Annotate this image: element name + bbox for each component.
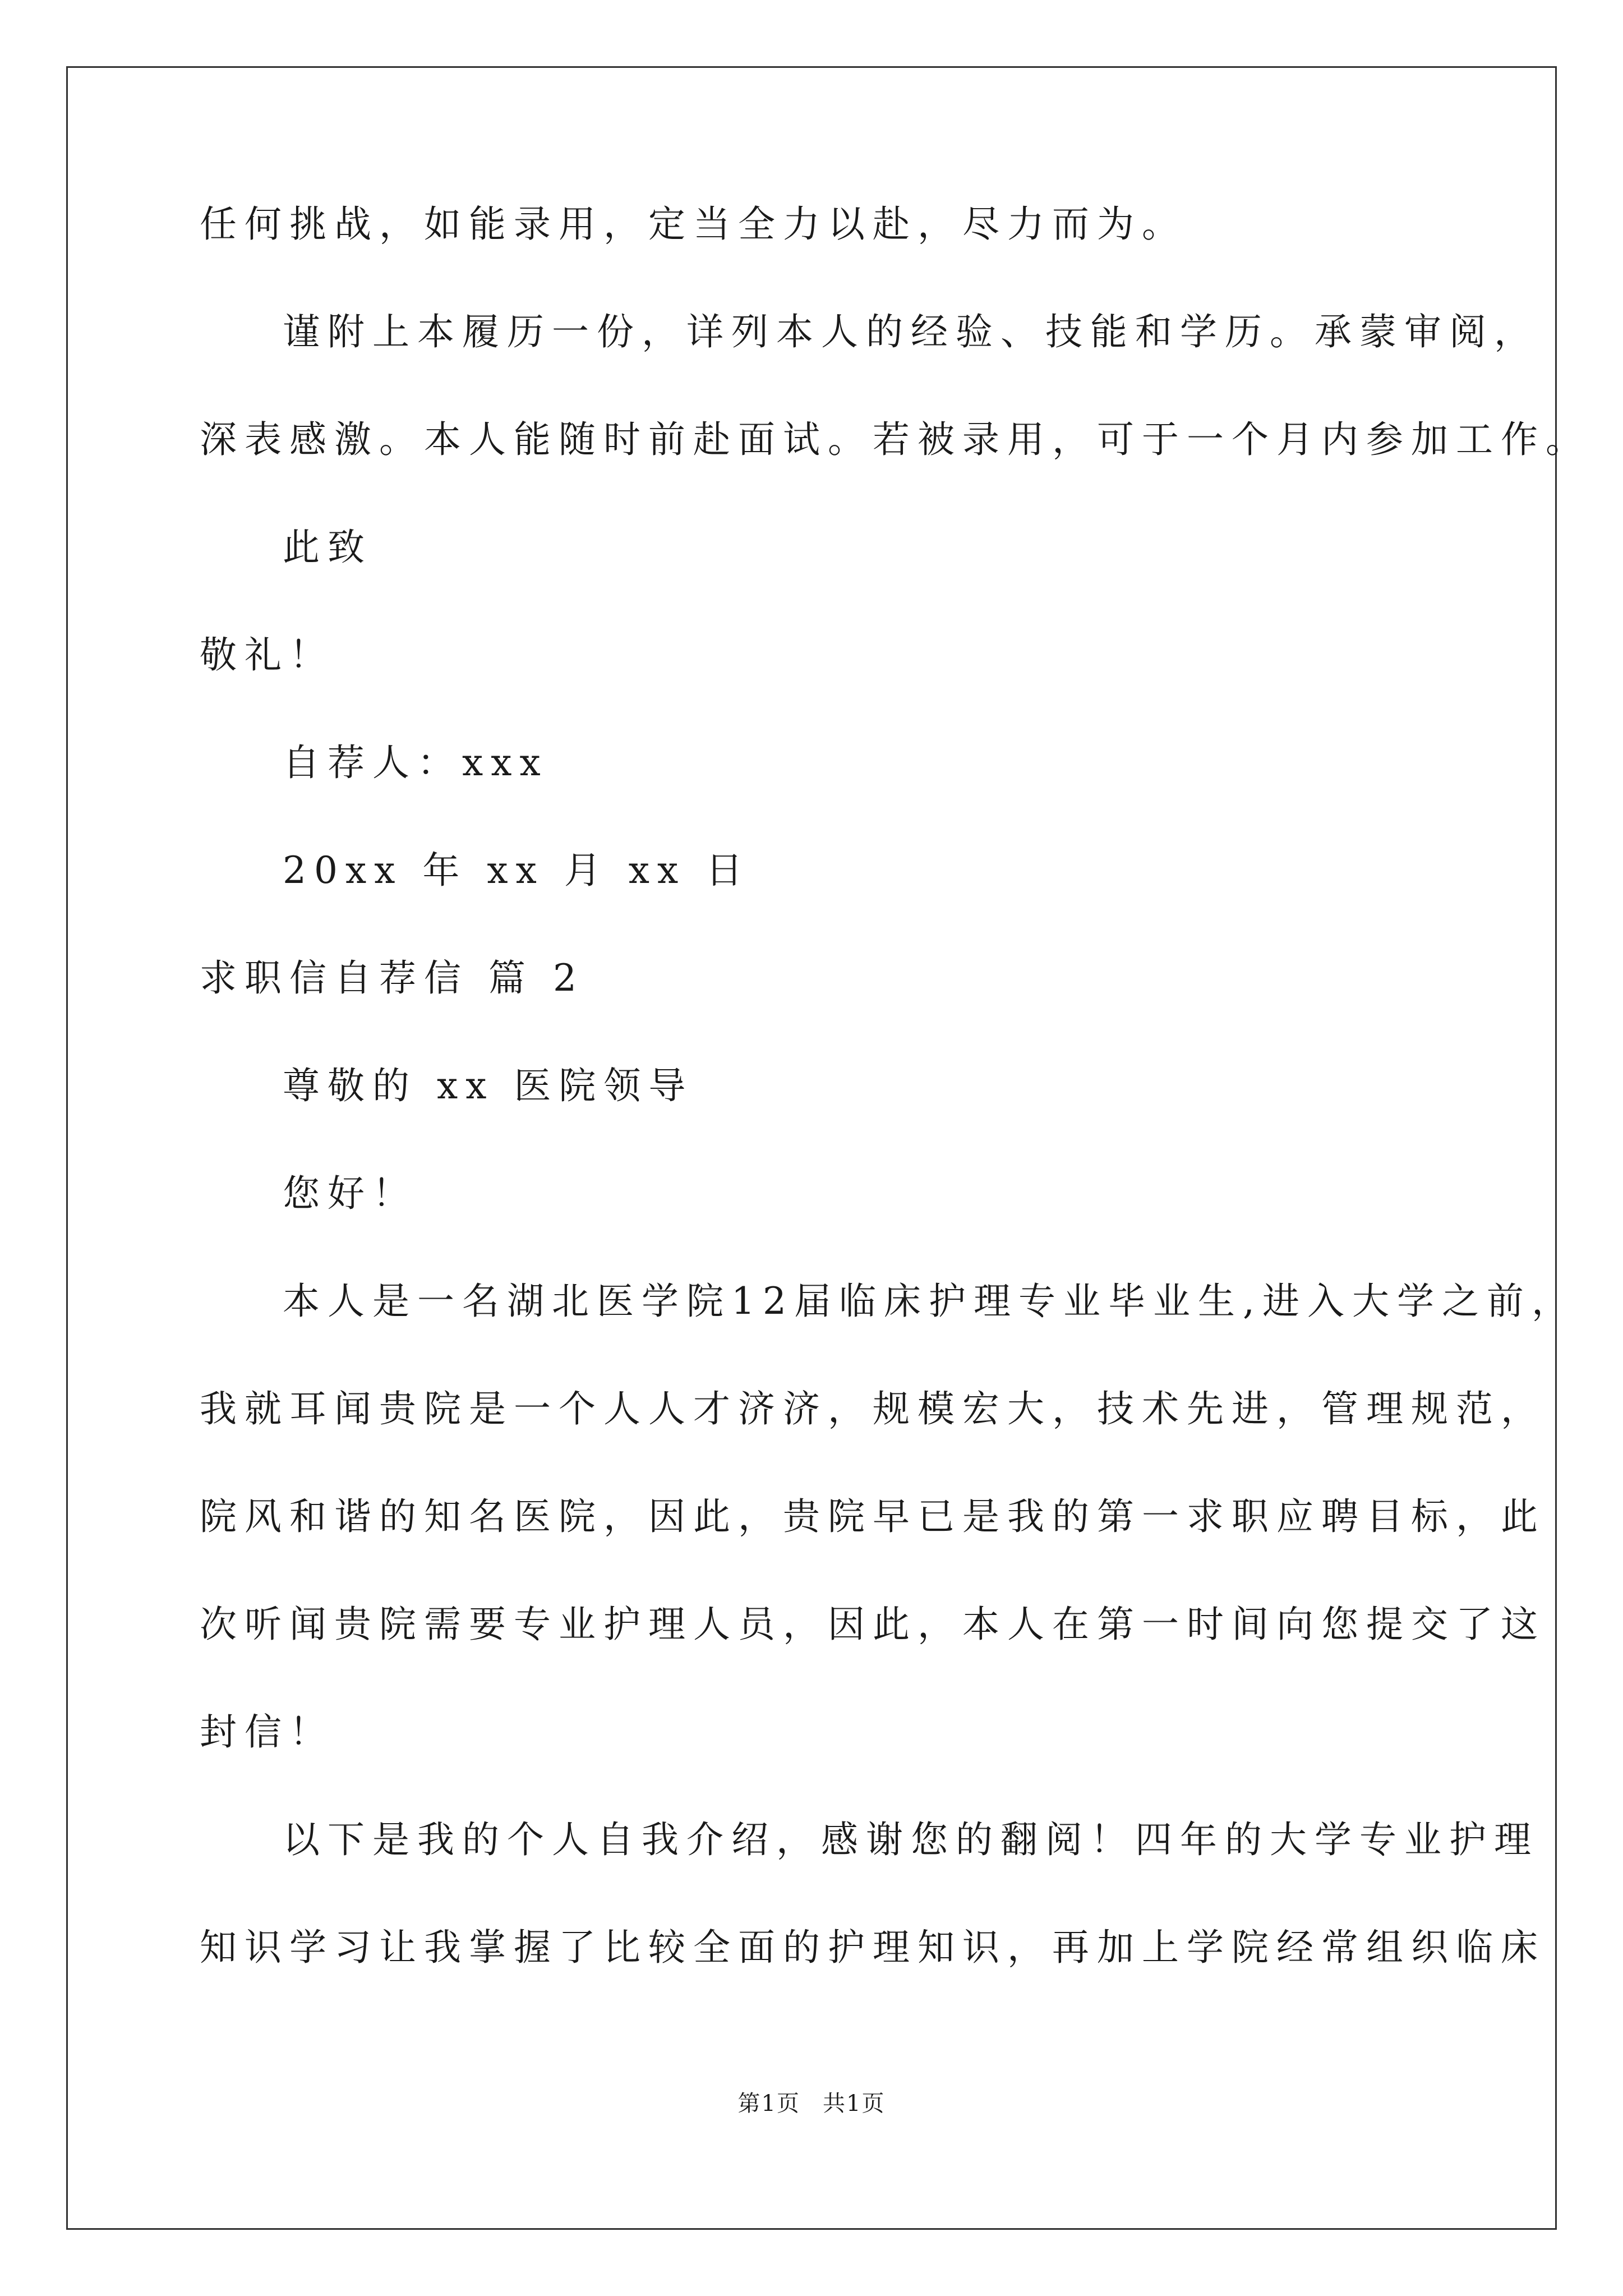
paragraph-line: 封信！ [200,1710,334,1754]
greeting-recipient: 尊敬的 xx 医院领导 [283,1064,694,1107]
page-total: 共1页 [823,2091,886,2116]
date-line: 20xx 年 xx 月 xx 日 [283,849,751,892]
page-number: 第1页 [737,2091,800,2116]
paragraph-line: 任何挑战，如能录用，定当全力以赴，尽力而为。 [200,203,1187,246]
paragraph-line: 深表感激。本人能随时前赴面试。若被录用，可于一个月内参加工作。 [200,418,1590,461]
greeting: 您好！ [283,1172,417,1215]
signature-line: 自荐人：xxx [283,741,548,784]
paragraph-line: 次听闻贵院需要专业护理人员，因此，本人在第一时间向您提交了这 [200,1603,1546,1646]
paragraph-line: 知识学习让我掌握了比较全面的护理知识，再加上学院经常组织临床 [200,1926,1546,1969]
page-footer [0,2087,1623,2120]
paragraph-line: 我就耳闻贵院是一个人人才济济，规模宏大，技术先进，管理规范， [200,1387,1546,1430]
paragraph-line: 谨附上本履历一份，详列本人的经验、技能和学历。承蒙审阅， [283,310,1539,353]
paragraph-line: 以下是我的个人自我介绍，感谢您的翻阅！四年的大学专业护理 [283,1818,1539,1861]
closing-phrase: 此致 [283,526,372,569]
salutation-close: 敬礼！ [200,633,334,677]
page-frame [66,66,1557,2230]
paragraph-line: 本人是一名湖北医学院12届临床护理专业毕业生,进入大学之前， [283,1280,1576,1323]
paragraph-line: 院风和谐的知名医院，因此，贵院早已是我的第一求职应聘目标，此 [200,1495,1546,1538]
section-heading: 求职信自荐信 篇 2 [200,956,584,1000]
